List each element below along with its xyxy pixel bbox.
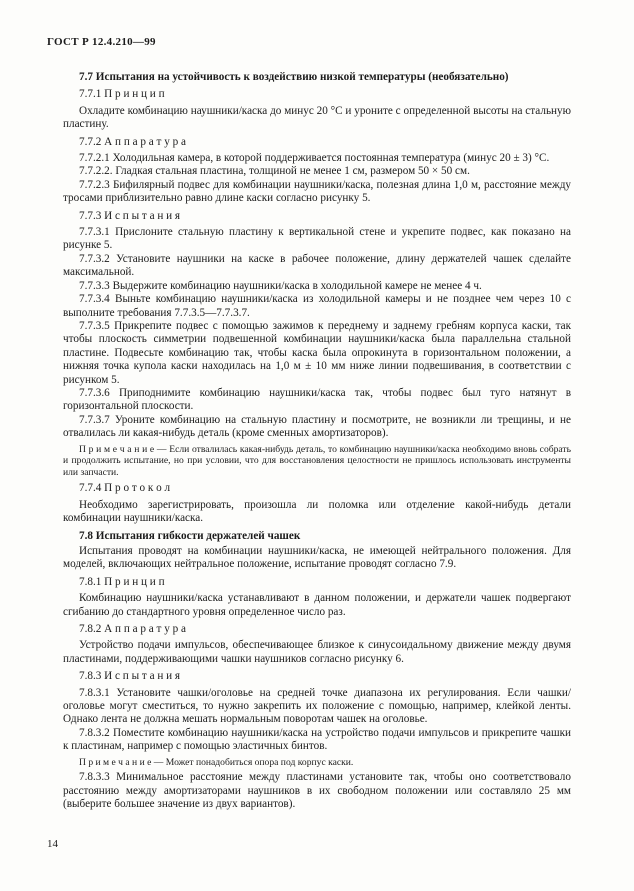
paragraph: 7.7.3.7 Уроните комбинацию на стальную пластину и посмотрите, не возникли ли трещины, и не отвалилась ли какая-нибудь деталь (кроме сменных амортизаторов). <box>63 413 571 440</box>
paragraph: Необходимо зарегистрировать, произошла ли поломка или отделение какой-нибудь детали комбинации наушники/каска. <box>63 498 571 525</box>
note-paragraph: П р и м е ч а н и е — Может понадобиться опора под корпус каски. <box>79 756 354 768</box>
paragraph: 7.7.3.3 Выдержите комбинацию наушники/каска в холодильной камере не менее 4 ч. <box>79 279 482 292</box>
page-number: 14 <box>47 838 58 850</box>
paragraph: 7.7.2.1 Холодильная камера, в которой поддерживается постоянная температура (минус 20 ± 3) °С. <box>79 152 550 165</box>
subsection-heading: 7.7.1 П р и н ц и п <box>79 88 165 101</box>
paragraph: Устройство подачи импульсов, обеспечивающее близкое к синусоидальному движение между двумя пластинами, поддерживающими чашки наушников согласно рисунку 6. <box>63 639 571 665</box>
subsection-heading: 7.7.4 П р о т о к о л <box>79 482 171 495</box>
subsection-heading: 7.8.3 И с п ы т а н и я <box>79 670 181 683</box>
document-header: ГОСТ Р 12.4.210—99 <box>47 36 156 48</box>
paragraph: Испытания проводят на комбинации наушники/каска, не имеющей нейтрального положения. Для моделей, включающих нейтральное положение, испытание проводят согласно 7.9. <box>63 544 571 571</box>
note-paragraph: П р и м е ч а н и е — Если отвалилась какая-нибудь деталь, то комбинацию наушники/каска необходимо вновь собрать и продолжить испытание, но при условии, что для восстановления целостности не пришлось использовать инструменты или запчасти. <box>63 443 571 478</box>
paragraph: 7.7.3.4 Выньте комбинацию наушники/каска из холодильной камеры и не позднее чем через 10 с выполните требования 7.7.3.5—7.7.3.7. <box>63 293 571 319</box>
paragraph: 7.7.3.6 Приподнимите комбинацию наушники/каска так, чтобы подвес был туго натянут в горизонтальной плоскости. <box>63 386 571 413</box>
paragraph: 7.8.3.1 Установите чашки/оголовье на средней точке диапазона их регулирования. Если чашки/оголовье могут сместиться, то нужно закрепить их положение с помощью, например, клейкой ленты. Однако лента не должна мешать нормальным поворотам чашек на оголовье. <box>63 686 571 726</box>
paragraph: 7.7.2.2. Гладкая стальная пластина, толщиной не менее 1 см, размером 50 × 50 см. <box>79 165 470 178</box>
paragraph: 7.7.2.3 Бифилярный подвес для комбинации наушники/каска, полезная длина 1,0 м, расстояние между тросами приблизительно равно длине каски согласно рисунку 5. <box>63 178 571 205</box>
subsection-heading: 7.7.2 А п п а р а т у р а <box>79 135 186 148</box>
subsection-heading: 7.8.1 П р и н ц и п <box>79 575 165 588</box>
paragraph: Охладите комбинацию наушники/каска до минус 20 °С и уроните с определенной высоты на стальную пластину. <box>63 104 571 131</box>
section-heading: 7.8 Испытания гибкости держателей чашек <box>79 529 301 542</box>
section-heading: 7.7 Испытания на устойчивость к воздействию низкой температуры (необязательно) <box>79 71 509 83</box>
subsection-heading: 7.7.3 И с п ы т а н и я <box>79 209 181 222</box>
paragraph: 7.8.3.2 Поместите комбинацию наушники/каска на устройство подачи импульсов и прикрепите чашки к пластинам, например с помощью эластичных бинтов. <box>63 726 571 753</box>
document-content <box>63 67 571 811</box>
subsection-heading: 7.8.2 А п п а р а т у р а <box>79 623 186 635</box>
paragraph: 7.7.3.2 Установите наушники на каске в рабочее положение, длину держателей чашек сделайте максимальной. <box>63 252 571 279</box>
paragraph: 7.7.3.1 Прислоните стальную пластину к вертикальной стене и укрепите подвес, как показано на рисунке 5. <box>63 226 571 252</box>
paragraph: Комбинацию наушники/каска устанавливают в данном положении, и держатели чашек подвергают сгибанию до стандартного уровня определенное число раз. <box>63 592 571 618</box>
paragraph: 7.8.3.3 Минимальное расстояние между пластинами установите так, чтобы оно соответствовало расстоянию между амортизаторами наушников в их свободном положении или составляло 25 мм (выберите большее значение из двух вариантов). <box>63 771 571 811</box>
paragraph: 7.7.3.5 Прикрепите подвес с помощью зажимов к переднему и заднему гребням корпуса каски, так чтобы плоскость симметрии подвешенной комбинации наушники/каска была параллельна стальной пластине. Подвесьте комбинацию так, чтобы каска была опрокинута в горизонтальном положении, а нижняя точка купола каски находилась на 1,0 м ± 10 мм ниже линии подвешивания, в соответствии с рисунком 5. <box>63 319 571 386</box>
